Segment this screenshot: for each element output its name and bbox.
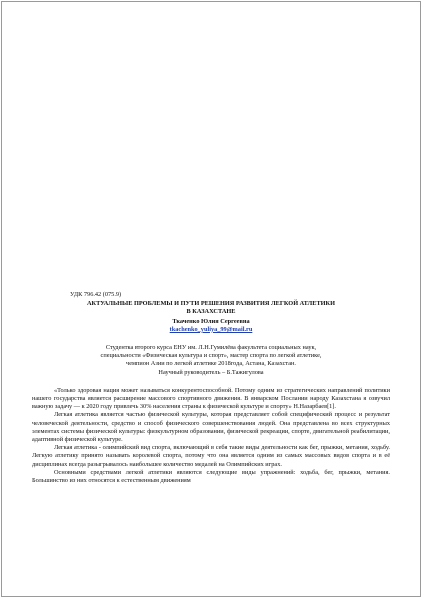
article-title-line1: АКТУАЛЬНЫЕ ПРОБЛЕМЫ И ПУТИ РЕШЕНИЯ РАЗВИТИЯ ЛЕГКОЙ АТЛЕТИКИ [86,300,336,308]
article-title-line2: В КАЗАХСТАНЕ [186,308,236,316]
article [32,291,390,485]
affiliation-line2: специальности «Физическая культура и спорт», мастер спорта по легкой атлетике, [100,352,322,360]
body-paragraph: Легкая атлетика является частью физической культуры, которая представляет собой специфический процесс и результат человеческой деятельности, средство и способ физического совершенствования людей. Она представлена во всех структурных элементах системы физической культуры: физкультурном образовании, физической рекреации, спорте, двигательной реабилитации, адаптивной физической культуре. [32,411,390,444]
author-affiliation [32,344,390,377]
affiliation-line1: Студентка второго курса ЕНУ им. Л.Н.Гумилёва факультета социальных наук, [105,344,317,352]
author-name: Ткаченко Юлия Сергеевна [172,317,250,325]
affiliation-line4: Научный руководитель – Б.Тажигулова [158,368,264,376]
article-title [32,300,390,316]
body-paragraph-quote: «Только здоровая нация может называться конкурентоспособной. Потому одним из стратегических направлений политики нашего государства является расширение массового спортивного движения. В январском Послании народу Казахстана я озвучил важную задачу — к 2020 году привлечь 30% населения страны к физической культуре и спорту» Н.Назарбаев[1]. [32,386,390,411]
affiliation-line3: чемпион Азии по легкой атлетике 2018года, Астана, Казахстан. [126,360,296,368]
author-email [32,326,390,334]
body-paragraph: Основными средствами легкой атлетики являются следующие виды упражнений: ходьба, бег, прыжки, метания. Большинство из них относятся к естественным движениям [32,468,390,485]
document-page [1,1,421,597]
author-email-link[interactable]: tkachenko_yuliya_99@mail.ru [169,325,253,333]
udk-code: УДК 796.42 (075.9) [70,291,122,298]
article-body [32,387,390,485]
body-paragraph: Легкая атлетика - олимпийский вид спорта, включающий в себя такие виды деятельности как бег, прыжки, метания, ходьбу. Легкую атлетику принято называть королевой спорта, потому что она является одним из самых массовых видов спорта и в её дисциплинах всегда разыгрывалось наибольшее количество медалей на Олимпийских играх. [32,444,390,468]
